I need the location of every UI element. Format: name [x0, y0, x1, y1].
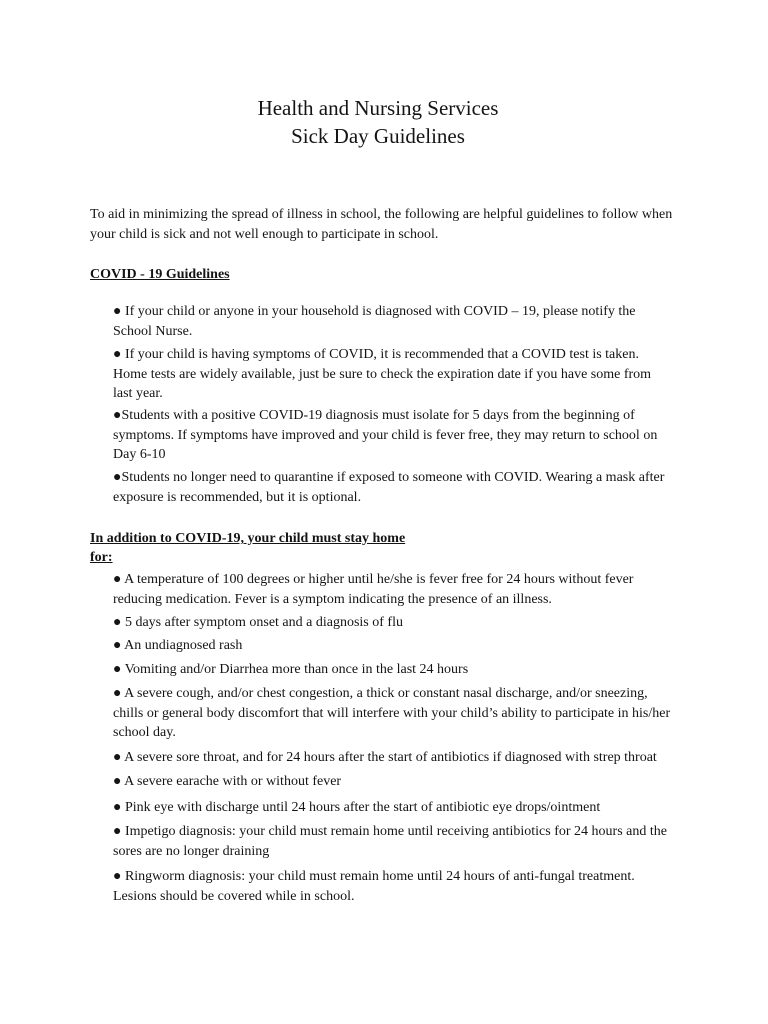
stay-home-item: ● A severe sore throat, and for 24 hours after the start of antibiotics if diagnosed with strep throat — [113, 750, 657, 765]
stay-home-heading: In addition to COVID-19, your child must stay home — [90, 531, 406, 546]
stay-home-item: ● A severe earache with or without fever — [113, 774, 342, 789]
stay-home-item: ● A temperature of 100 degrees or higher until he/she is fever free for 24 hours without fever reducing medication. Fever is a symptom indicating the presence of an illness. — [113, 572, 634, 607]
stay-home-item: ● Vomiting and/or Diarrhea more than once in the last 24 hours — [113, 662, 469, 677]
covid-guideline-item: ●Students no longer need to quarantine if exposed to someone with COVID. Wearing a mask after exposure is recommended, but it is optional. — [113, 470, 665, 505]
covid-guidelines-heading: COVID - 19 Guidelines — [90, 267, 230, 282]
stay-home-heading-continued: for: — [90, 550, 113, 565]
stay-home-item: ● 5 days after symptom onset and a diagnosis of flu — [113, 615, 403, 630]
intro-paragraph: To aid in minimizing the spread of illness in school, the following are helpful guidelines to follow when your child is sick and not well enough to participate in school. — [90, 207, 673, 242]
stay-home-item: ● Impetigo diagnosis: your child must remain home until receiving antibiotics for 24 hours and the sores are no longer draining — [113, 824, 667, 859]
document-subtitle: Sick Day Guidelines — [291, 124, 465, 148]
covid-guideline-item: ● If your child or anyone in your household is diagnosed with COVID – 19, please notify the School Nurse. — [113, 304, 636, 339]
stay-home-item: ● An undiagnosed rash — [113, 638, 243, 653]
stay-home-item: ● Pink eye with discharge until 24 hours after the start of antibiotic eye drops/ointment — [113, 800, 601, 815]
stay-home-item: ● A severe cough, and/or chest congestion, a thick or constant nasal discharge, and/or sneezing, chills or general body discomfort that will interfere with your child’s ability to participate in his/her school day. — [113, 686, 671, 740]
covid-guideline-item: ●Students with a positive COVID-19 diagnosis must isolate for 5 days from the beginning of symptoms. If symptoms have improved and your child is fever free, they may return to school on Day 6-10 — [113, 408, 658, 462]
covid-guideline-item: ● If your child is having symptoms of COVID, it is recommended that a COVID test is taken. Home tests are widely available, just be sure to check the expiration date if you have some from last year. — [113, 347, 652, 401]
stay-home-item: ● Ringworm diagnosis: your child must remain home until 24 hours of anti-fungal treatment. Lesions should be covered while in school. — [113, 869, 635, 904]
document-title: Health and Nursing Services — [257, 96, 499, 120]
